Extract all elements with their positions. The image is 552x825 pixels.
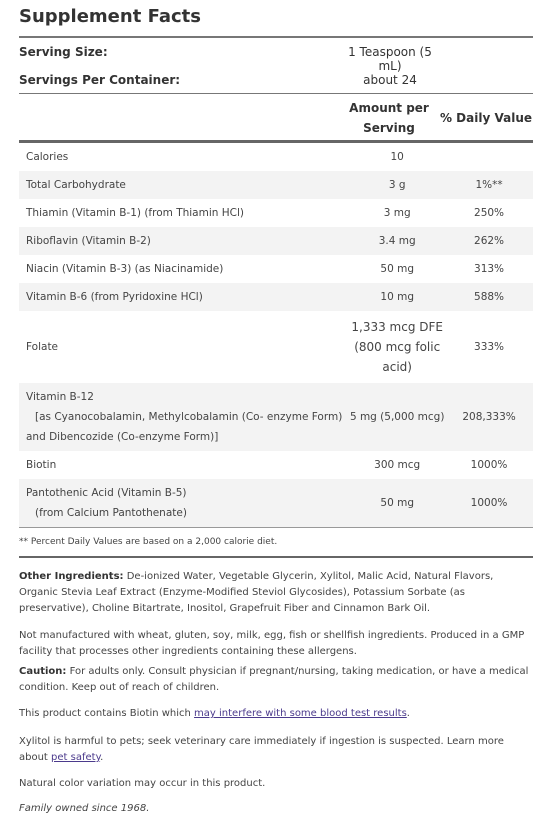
panel-title: Supplement Facts (19, 6, 201, 27)
name-line: [as Cyanocobalamin, Methylcobalamin (Co- enzyme Form) (35, 411, 343, 423)
nutrient-daily-value (445, 143, 533, 171)
biotin-note (19, 706, 535, 722)
name-line: Pantothenic Acid (Vitamin B-5) (26, 487, 187, 499)
family-owned-note: Family owned since 1968. (19, 803, 150, 814)
nutrient-name: Calories (19, 143, 349, 171)
serving-size-label: Serving Size: (19, 45, 108, 59)
other-ingredients-label: Other Ingredients: (19, 571, 124, 582)
nutrient-daily-value: 1000% (445, 451, 533, 479)
nutrient-amount (349, 311, 445, 383)
biotin-note-end: . (406, 708, 410, 719)
nutrient-name: Folate (19, 311, 349, 383)
nutrient-name (19, 383, 349, 451)
caution-text: For adults only. Consult physician if pregnant/nursing, taking medication, or have a medical condition. Keep out of reach of children. (19, 666, 529, 693)
nutrient-daily-value: 1%** (445, 171, 533, 199)
pet-safety-link[interactable]: pet safety (51, 752, 101, 763)
amount-per-serving-header (340, 98, 438, 138)
servings-per-container-label: Servings Per Container: (19, 73, 181, 87)
nutrient-amount: 10 mg (349, 283, 445, 311)
table-row (19, 451, 533, 479)
nutrient-amount: 50 mg (349, 255, 445, 283)
nutrient-daily-value: 262% (445, 227, 533, 255)
nutrient-table (19, 143, 533, 527)
nutrient-name (19, 479, 349, 527)
name-line: (from Calcium Pantothenate) (35, 507, 187, 519)
amount-line: (800 mcg folic (354, 340, 441, 354)
nutrient-daily-value: 208,333% (445, 383, 533, 451)
table-row (19, 199, 533, 227)
nutrient-amount: 50 mg (349, 479, 445, 527)
blood-test-link[interactable]: may interfere with some blood test results (194, 708, 407, 719)
serving-divider (19, 93, 533, 94)
xylitol-note-text: Xylitol is harmful to pets; seek veterinary care immediately if ingestion is suspected. Learn more about (19, 736, 504, 763)
name-line: Vitamin B-12 (26, 391, 94, 403)
nutrient-name: Thiamin (Vitamin B-1) (from Thiamin HCl) (19, 199, 349, 227)
table-row (19, 255, 533, 283)
table-row (19, 171, 533, 199)
footnote-divider (19, 556, 533, 558)
table-row (19, 479, 533, 527)
nutrient-name: Total Carbohydrate (19, 171, 349, 199)
nutrient-name: Riboflavin (Vitamin B-2) (19, 227, 349, 255)
table-row (19, 311, 533, 383)
nutrient-daily-value: 588% (445, 283, 533, 311)
color-variation-note: Natural color variation may occur in this product. (19, 778, 266, 789)
xylitol-note-end: . (100, 752, 104, 763)
nutrient-amount: 300 mcg (349, 451, 445, 479)
table-row (19, 283, 533, 311)
table-bottom-divider (19, 527, 533, 528)
nutrient-daily-value: 313% (445, 255, 533, 283)
table-row (19, 383, 533, 451)
nutrient-amount: 3 g (349, 171, 445, 199)
title-divider (19, 36, 533, 38)
xylitol-note (19, 734, 535, 766)
other-ingredients-text: De-ionized Water, Vegetable Glycerin, Xylitol, Malic Acid, Natural Flavors, Organic Stevia Leaf Extract (Enzyme-Modified Steviol Glycosides), Potassium Sorbate (as preservative), Choline Bitartrate, Inositol, Grapefruit Fiber and Cinnamon Bark Oil. (19, 571, 494, 614)
amount-header-line2: Serving (363, 121, 415, 135)
nutrient-name: Vitamin B-6 (from Pyridoxine HCl) (19, 283, 349, 311)
nutrient-name: Niacin (Vitamin B-3) (as Niacinamide) (19, 255, 349, 283)
nutrient-daily-value: 250% (445, 199, 533, 227)
caution-note (19, 664, 535, 696)
nutrient-daily-value: 333% (445, 311, 533, 383)
amount-line: acid) (382, 360, 412, 374)
name-line: and Dibencozide (Co-enzyme Form)] (26, 431, 219, 443)
other-ingredients (19, 569, 535, 617)
allergen-note: Not manufactured with wheat, gluten, soy, milk, egg, fish or shellfish ingredients. Produced in a GMP facility that processes other ingredients containing these allergens. (19, 630, 525, 657)
nutrient-amount: 5 mg (5,000 mcg) (349, 383, 445, 451)
nutrient-amount: 3 mg (349, 199, 445, 227)
daily-value-footnote: ** Percent Daily Values are based on a 2,000 calorie diet. (19, 537, 278, 547)
daily-value-header: % Daily Value (439, 111, 532, 125)
servings-per-container-value: about 24 (363, 73, 417, 87)
table-row (19, 227, 533, 255)
amount-header-line1: Amount per (349, 101, 429, 115)
caution-label: Caution: (19, 666, 67, 677)
nutrient-daily-value: 1000% (445, 479, 533, 527)
table-row (19, 143, 533, 171)
nutrient-name: Biotin (19, 451, 349, 479)
nutrient-amount: 3.4 mg (349, 227, 445, 255)
biotin-note-text: This product contains Biotin which (19, 708, 195, 719)
amount-line: 1,333 mcg DFE (351, 320, 443, 334)
nutrient-amount: 10 (349, 143, 445, 171)
serving-size-value: 1 Teaspoon (5 mL) (348, 45, 432, 73)
